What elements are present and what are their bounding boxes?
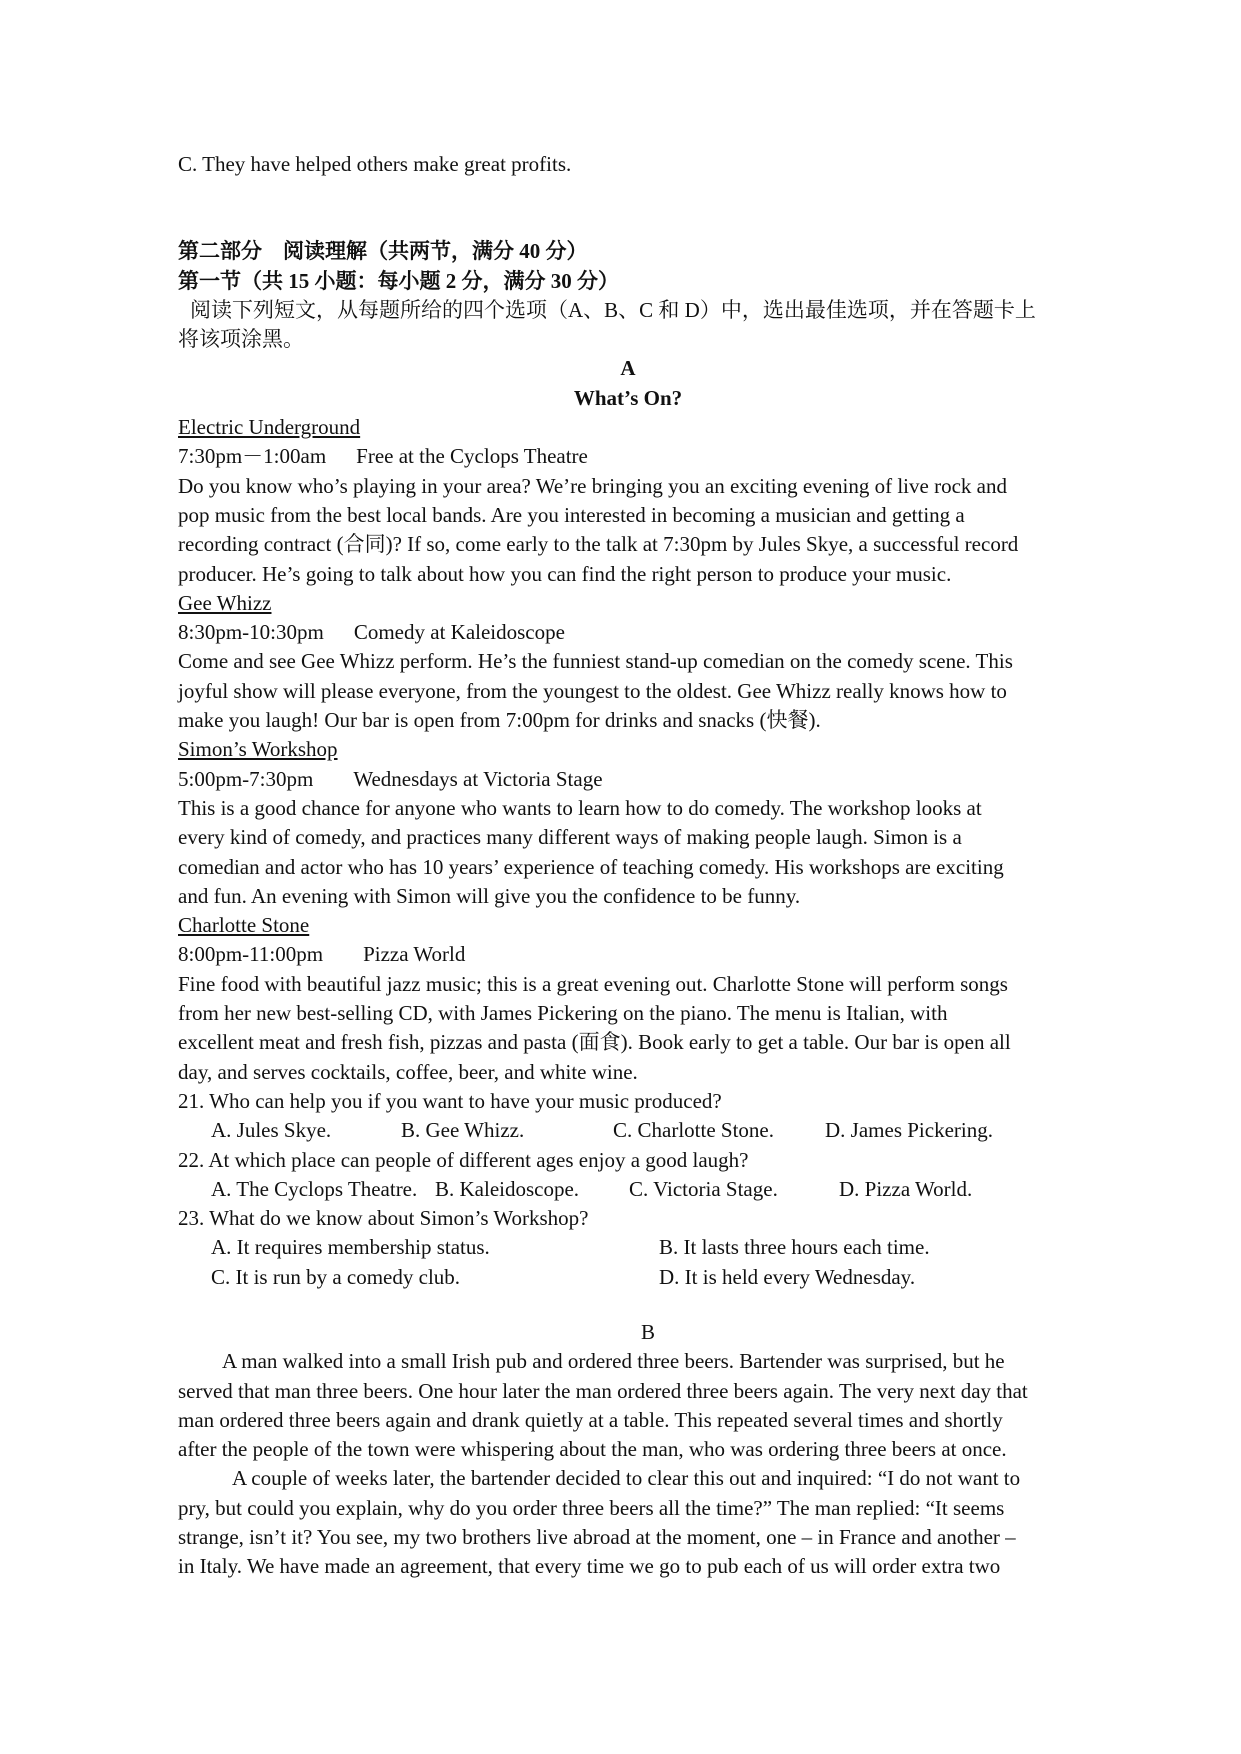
option: D. It is held every Wednesday. <box>659 1264 916 1289</box>
event-place: Wednesdays at Victoria Stage <box>353 766 603 791</box>
paragraph-line: man ordered three beers again and drank quietly at a table. This repeated several times and shortly <box>178 1407 1003 1432</box>
option: C. Charlotte Stone. <box>613 1118 774 1143</box>
event-text-line: Do you know who’s playing in your area? We’re bringing you an exciting evening of live rock and <box>178 473 1007 498</box>
spacer <box>178 1292 1078 1318</box>
option: B. Gee Whizz. <box>401 1118 525 1143</box>
event-name: Electric Underground <box>178 415 361 440</box>
passage-a-letter: A <box>620 356 636 381</box>
event-text-line: This is a good chance for anyone who wants to learn how to do comedy. The workshop looks at <box>178 795 982 820</box>
event-text-line: from her new best-selling CD, with James Pickering on the piano. The menu is Italian, with <box>178 1001 948 1026</box>
event-time: 8:00pm-11:00pm <box>178 942 324 967</box>
event-text-line: producer. He’s going to talk about how you can find the right person to produce your music. <box>178 561 952 586</box>
event-text-line: Fine food with beautiful jazz music; this is a great evening out. Charlotte Stone will perform songs <box>178 971 1008 996</box>
event-text-line: joyful show will please everyone, from the youngest to the oldest. Gee Whizz really knows how to <box>178 678 1007 703</box>
instruction-line-2: 将该项涂黑。 <box>178 327 304 352</box>
part-heading: 第二部分 阅读理解（共两节，满分 40 分） <box>178 239 588 264</box>
event-name: Charlotte Stone <box>178 913 310 938</box>
question-options <box>178 1263 1078 1292</box>
question-options <box>178 1175 1078 1204</box>
paragraph-line: in Italy. We have made an agreement, that every time we go to pub each of us will order extra two <box>178 1554 1001 1579</box>
event-time-place <box>178 940 1078 969</box>
paragraph-line: after the people of the town were whispering about the man, who was ordering three beers at once. <box>178 1437 1007 1462</box>
page-content <box>178 150 1078 1582</box>
passage-b-letter: B <box>640 1319 655 1344</box>
option: D. James Pickering. <box>825 1118 993 1143</box>
option: C. It is run by a comedy club. <box>211 1264 461 1289</box>
event-text-line: day, and serves cocktails, coffee, beer, and white wine. <box>178 1059 638 1084</box>
event-text-line: make you laugh! Our bar is open from 7:00pm for drinks and snacks (快餐). <box>178 708 821 733</box>
option: C. Victoria Stage. <box>629 1176 778 1201</box>
event-text-line: every kind of comedy, and practices many different ways of making people laugh. Simon is a <box>178 825 962 850</box>
option: D. Pizza World. <box>839 1176 973 1201</box>
question-stem: 23. What do we know about Simon’s Workshop? <box>178 1206 589 1231</box>
option: A. The Cyclops Theatre. <box>211 1176 418 1201</box>
event-time: 5:00pm-7:30pm <box>178 766 314 791</box>
event-text-line: recording contract (合同)? If so, come early to the talk at 7:30pm by Jules Skye, a successful record <box>178 532 1019 557</box>
paragraph-line: served that man three beers. One hour later the man ordered three beers again. The very next day that <box>178 1378 1028 1403</box>
event-time-place <box>178 618 1078 647</box>
passage-a-title: What’s On? <box>573 385 683 410</box>
event-name: Simon’s Workshop <box>178 737 338 762</box>
paragraph-line: A man walked into a small Irish pub and ordered three beers. Bartender was surprised, but he <box>222 1349 1005 1374</box>
event-text-line: comedian and actor who has 10 years’ experience of teaching comedy. His workshops are exciting <box>178 854 1004 879</box>
event-place: Pizza World <box>363 942 466 967</box>
spacer <box>178 179 1078 237</box>
event-text-line: pop music from the best local bands. Are you interested in becoming a musician and getting a <box>178 502 965 527</box>
instruction-line-1: 阅读下列短文，从每题所给的四个选项（A、B、C 和 D）中，选出最佳选项，并在答题卡上 <box>190 297 1036 322</box>
option: A. Jules Skye. <box>211 1118 332 1143</box>
option: B. Kaleidoscope. <box>435 1176 580 1201</box>
event-text-line: and fun. An evening with Simon will give you the confidence to be funny. <box>178 883 801 908</box>
event-name: Gee Whizz <box>178 590 272 615</box>
paragraph-line: pry, but could you explain, why do you order three beers all the time?” The man replied: “It seems <box>178 1495 1005 1520</box>
section-heading: 第一节（共 15 小题：每小题 2 分，满分 30 分） <box>178 268 619 293</box>
question-stem: 21. Who can help you if you want to have your music produced? <box>178 1088 722 1113</box>
event-time: 8:30pm-10:30pm <box>178 620 324 645</box>
option: A. It requires membership status. <box>211 1235 490 1260</box>
event-text-line: Come and see Gee Whizz perform. He’s the funniest stand-up comedian on the comedy scene. This <box>178 649 1013 674</box>
event-text-line: excellent meat and fresh fish, pizzas and pasta (面食). Book early to get a table. Our bar is open all <box>178 1030 1011 1055</box>
event-time-place <box>178 765 1078 794</box>
event-place: Comedy at Kaleidoscope <box>353 620 565 645</box>
event-place: Free at the Cyclops Theatre <box>356 444 588 469</box>
question-options <box>178 1116 1078 1145</box>
event-time: 7:30pm－1:00am <box>178 444 327 469</box>
question-options <box>178 1233 1078 1262</box>
paragraph-line: strange, isn’t it? You see, my two brothers live abroad at the moment, one – in France and another – <box>178 1525 1016 1550</box>
paragraph-line: A couple of weeks later, the bartender decided to clear this out and inquired: “I do not want to <box>232 1466 1021 1491</box>
option: B. It lasts three hours each time. <box>659 1235 930 1260</box>
previous-question-option-c: C. They have helped others make great profits. <box>178 152 572 176</box>
event-time-place <box>178 442 1078 471</box>
question-stem: 22. At which place can people of different ages enjoy a good laugh? <box>178 1147 749 1172</box>
